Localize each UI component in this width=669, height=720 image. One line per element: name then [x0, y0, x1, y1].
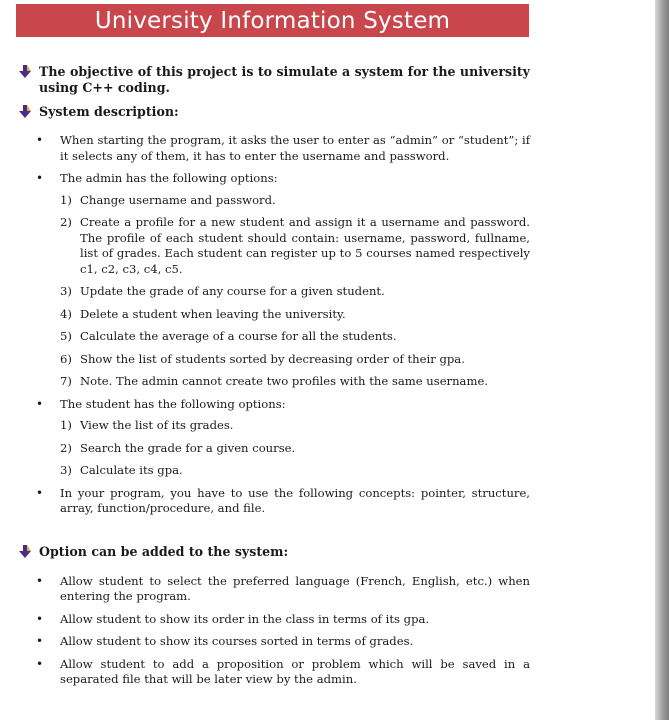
- list-item: 5) Calculate the average of a course for all the students.: [60, 329, 397, 343]
- student-options-list: [60, 418, 530, 479]
- system-description-list: [18, 133, 530, 517]
- list-item: • When starting the program, it asks the user to enter as “admin” or “student”; if it selects any of them, it has to enter the username and password.: [18, 133, 530, 164]
- list-item: 1) View the list of its grades.: [60, 418, 234, 432]
- objective-heading: [18, 64, 530, 96]
- arrow-down-icon: [18, 65, 32, 78]
- list-item: • The student has the following options: 1) View the list of its grades. 2) Search the grade for a given course. 3) Calculate its gpa.: [18, 397, 530, 479]
- page-title: University Information System: [94, 7, 451, 34]
- list-item: • The admin has the following options: 1) Change username and password. 2) Create a profile for a new student and assign it a username and password. The profile of each student should contain: username, password, fullname, list of grades. Each student can register up to 5 courses named respectively c1, c2, c3, c4, c5. 3) Update the grade of any course for a given student. 4) Delete a student when leaving the university. 5) Calculate the average of a course for all the students. 6) Show the list of students sorted by decreasing order of their gpa. 7) Note. The admin cannot create two profiles with the same username.: [18, 171, 530, 390]
- options-list: [18, 574, 530, 688]
- title-banner: [16, 4, 529, 37]
- system-description-heading: [18, 104, 530, 120]
- objective-text: The objective of this project is to simulate a system for the university using C++ coding.: [39, 64, 530, 95]
- page-edge-shadow: [655, 0, 669, 720]
- list-item: 6) Show the list of students sorted by decreasing order of their gpa.: [60, 351, 465, 366]
- list-item: 2) Search the grade for a given course.: [60, 440, 296, 455]
- arrow-down-icon: [18, 105, 32, 118]
- list-item: • Allow student to select the preferred language (French, English, etc.) when entering the program.: [18, 574, 530, 605]
- list-item: 3) Update the grade of any course for a given student.: [60, 284, 385, 298]
- section-heading: System description:: [39, 104, 179, 119]
- list-item: 3) Calculate its gpa.: [60, 463, 183, 477]
- list-item: • Allow student to add a proposition or problem which will be saved in a separated file that will be later view by the admin.: [18, 657, 530, 688]
- list-item: 2) Create a profile for a new student and assign it a username and password. The profile of each student should contain: username, password, fullname, list of grades. Each student can register up to 5 courses named respectively c1, c2, c3, c4, c5.: [60, 215, 530, 276]
- options-heading: [18, 544, 530, 560]
- list-item: • In your program, you have to use the following concepts: pointer, structure, array, function/procedure, and file.: [18, 486, 530, 517]
- list-item: 7) Note. The admin cannot create two profiles with the same username.: [60, 374, 489, 388]
- list-item: 1) Change username and password.: [60, 192, 276, 207]
- arrow-down-icon: [18, 545, 32, 558]
- list-item: • Allow student to show its order in the class in terms of its gpa.: [18, 612, 530, 628]
- list-item: • Allow student to show its courses sorted in terms of grades.: [18, 634, 530, 650]
- list-item: 4) Delete a student when leaving the university.: [60, 306, 346, 321]
- section-heading: Option can be added to the system:: [39, 543, 289, 559]
- document-body: [18, 64, 530, 688]
- admin-options-list: [60, 193, 530, 390]
